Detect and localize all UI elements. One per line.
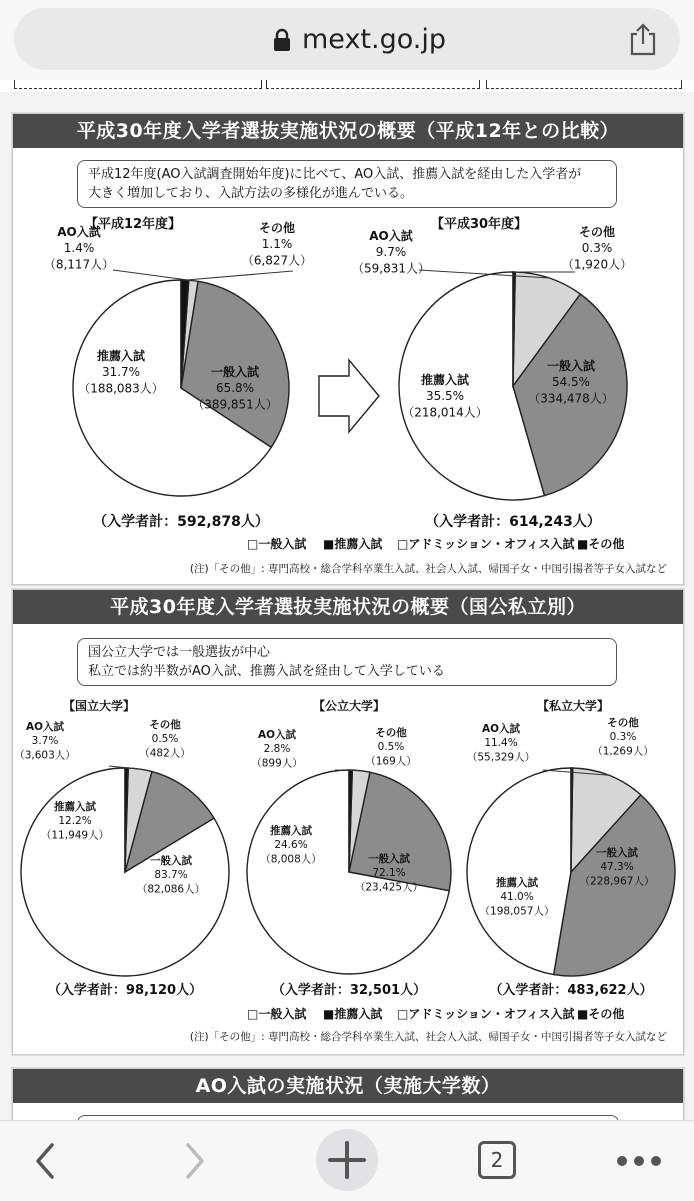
slice-count-4-1: （198,057人） [480,904,555,917]
slice-count-0-0: （389,851人） [192,397,278,411]
slice-pct-0-0: 65.8% [216,381,254,395]
pie-total-0: （入学者計：592,878人） [93,513,269,530]
slice-name-2-0: 一般入試 [150,854,192,867]
slice-name-4-2: AO入試 [482,722,521,735]
pie-slice-4-0 [467,768,571,975]
back-icon[interactable] [30,1141,60,1181]
panel-by-type [12,589,684,1055]
slice-pct-2-0: 83.7% [154,869,187,881]
slice-pct-0-3: 1.1% [262,237,293,251]
slice-pct-1-3: 0.3% [582,241,613,255]
slice-count-2-3: （482人） [139,746,191,759]
slice-name-1-2: AO入試 [369,228,413,243]
tabs-button[interactable] [478,1141,516,1179]
slice-count-3-1: （8,008人） [260,852,322,865]
pie-total-2: （入学者計：98,120人） [48,982,202,998]
slice-name-2-1: 推薦入試 [54,800,96,813]
slice-name-4-1: 推薦入試 [496,876,538,889]
slice-pct-2-3: 0.5% [152,733,179,745]
pie-title-4: 【私立大学】 [537,698,609,713]
url-text[interactable]: mext.go.jp [302,24,446,55]
slice-pct-1-1: 35.5% [426,389,464,403]
slice-pct-3-3: 0.5% [378,741,405,753]
panel2-note-line2: 私立では約半数がAO入試、推薦入試を経由して入学している [88,662,606,681]
pie-chart-3 [247,698,451,998]
pie-chart-4 [467,698,675,998]
slice-count-1-3: （1,920人） [562,257,632,271]
panel1-note-line2: 大きく増加しており、入試方法の多様化が進んでいる。 [88,184,606,203]
slice-pct-4-1: 41.0% [500,891,533,903]
slice-name-0-2: AO入試 [57,224,101,239]
panel2-legend [247,1006,624,1021]
slice-name-2-2: AO入試 [26,720,65,733]
slice-count-4-3: （1,269人） [592,744,654,757]
slice-name-1-1: 推薦入試 [421,372,469,387]
slice-pct-3-0: 72.1% [372,867,405,879]
slice-name-3-0: 一般入試 [368,852,410,865]
slice-name-3-2: AO入試 [258,728,297,741]
arrow-icon [319,360,379,432]
slice-pct-3-1: 24.6% [274,839,307,851]
panel2-footnote: (注)「その他」: 専門高校・総合学科卒業生入試、社会人入試、帰国子女・中国引揚者等子女入試など [190,1030,667,1043]
pie-title-1: 【平成30年度】 [431,216,527,232]
slice-name-4-0: 一般入試 [596,846,638,859]
more-icon[interactable] [616,1155,662,1167]
leader-line-0-3 [185,271,293,280]
pie-total-1: （入学者計：614,243人） [425,513,601,530]
slice-count-3-0: （23,425人） [355,880,423,893]
forward-icon[interactable] [180,1141,210,1181]
slice-count-2-1: （11,949人） [41,828,109,841]
slice-count-0-2: （8,117人） [44,257,114,271]
slice-pct-0-1: 31.7% [102,365,140,379]
panel2-title: 平成30年度入学者選抜実施状況の概要（国公私立別） [13,590,683,624]
tab-count: 2 [491,1148,504,1172]
panel2-legend-item-1: ■推薦入試 [323,1006,382,1021]
slice-name-4-3: その他 [607,716,639,729]
slice-name-1-0: 一般入試 [547,358,595,373]
previous-section-edge [0,80,694,92]
panel1-legend-item-3: ■その他 [577,536,624,551]
panel1-legend-item-2: □アドミッション・オフィス入試 [397,536,575,551]
chart-panel2 [13,590,683,1054]
leader-line-0-2 [113,270,193,281]
browser-toolbar [0,0,694,80]
slice-count-0-1: （188,083人） [78,381,164,395]
panel1-note-line1: 平成12年度(AO入試調査開始年度)に比べて、AO入試、推薦入試を経由した入学者が [88,165,606,184]
pie-title-3: 【公立大学】 [313,698,385,713]
slice-count-2-2: （3,603人） [14,748,76,761]
slice-pct-1-0: 54.5% [552,375,590,389]
browser-bottom-bar [0,1120,694,1201]
pie-title-2: 【国立大学】 [63,698,135,713]
pie-chart-1 [352,216,632,530]
slice-pct-1-2: 9.7% [376,245,407,259]
panel2-legend-item-3: ■その他 [577,1006,624,1021]
slice-count-4-2: （55,329人） [467,750,535,763]
slice-count-4-0: （228,967人） [580,874,655,887]
slice-pct-4-2: 11.4% [484,737,517,749]
slice-count-1-1: （218,014人） [402,405,488,419]
pie-chart-0 [44,216,312,530]
panel1-title: 平成30年度入学者選抜実施状況の概要（平成12年との比較） [13,114,683,148]
slice-count-3-2: （899人） [251,756,303,769]
panel1-legend-item-0: □一般入試 [247,536,306,551]
panel1-footnote: (注)「その他」: 専門高校・総合学科卒業生入試、社会人入試、帰国子女・中国引揚者等子女入試など [190,562,667,575]
slice-name-2-3: その他 [149,718,181,731]
slice-count-1-2: （59,831人） [352,261,430,275]
slice-pct-2-2: 3.7% [32,735,59,747]
panel3-title: AO入試の実施状況（実施大学数） [13,1069,683,1103]
panel2-legend-item-0: □一般入試 [247,1006,306,1021]
slice-name-0-0: 一般入試 [211,364,259,379]
slice-name-3-3: その他 [375,726,407,739]
slice-count-0-3: （6,827人） [242,253,312,267]
slice-pct-4-3: 0.3% [610,731,637,743]
panel1-legend-item-1: ■推薦入試 [323,536,382,551]
chart-panel1 [13,114,683,584]
slice-pct-4-0: 47.3% [600,861,633,873]
pie-total-4: （入学者計：483,622人） [489,982,652,998]
plus-icon [316,1129,378,1191]
slice-pct-3-2: 2.8% [264,743,291,755]
slice-count-3-3: （169人） [365,754,417,767]
slice-name-3-1: 推薦入試 [270,824,312,837]
new-tab-button[interactable] [316,1129,378,1191]
lock-icon [272,28,292,52]
panel1-legend [247,536,624,551]
panel2-legend-item-2: □アドミッション・オフィス入試 [397,1006,575,1021]
slice-count-2-0: （82,086人） [137,882,205,895]
pie-total-3: （入学者計：32,501人） [272,982,426,998]
slice-name-0-3: その他 [259,220,295,235]
slice-pct-0-2: 1.4% [64,241,95,255]
slice-name-0-1: 推薦入試 [97,348,145,363]
arrow-shape [319,360,379,432]
slice-count-1-0: （334,478人） [528,391,614,405]
pie-chart-2 [14,698,229,998]
slice-pct-2-1: 12.2% [58,815,91,827]
pie-title-0: 【平成12年度】 [85,216,181,232]
panel-comparison [12,113,684,585]
share-icon[interactable] [628,22,658,56]
slice-name-1-3: その他 [579,224,615,239]
panel2-note-line1: 国公立大学では一般選抜が中心 [88,643,606,662]
